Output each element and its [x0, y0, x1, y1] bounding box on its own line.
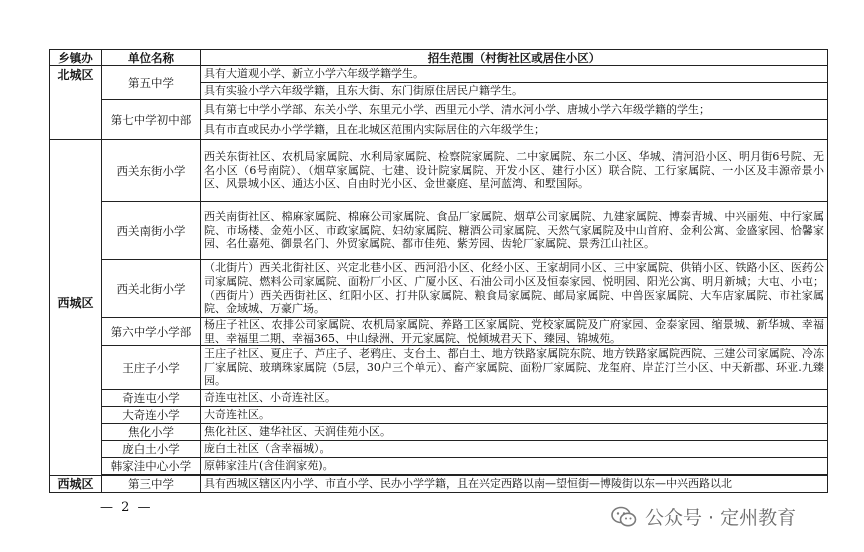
table-row	[50, 260, 828, 318]
scope-text: （北街片）西关北街社区、兴定北巷小区、西河沿小区、化经小区、王家胡同小区、三中家属院、供销小区、铁路小区、医药公司家属院、燃料公司家属院、面粉厂小区、广厦小区、石油公司小区及恒泰家园、悦明园、阳光公寓、明月新城；大屯、小屯；（西街片）西关西街社区、红阳小区、打井队家属院、粮食局家属院、邮局家属院、中兽医家属院、大车店家属院、市社家属院、金域城、万豪广场。	[201, 260, 828, 318]
page-number: — 2 —	[100, 500, 153, 515]
scope-text: 奇连屯社区、小奇连社区。	[201, 390, 828, 407]
table-row	[50, 346, 828, 390]
scope-text: 庞白土社区（含幸福城）。	[201, 441, 828, 458]
table-row	[50, 441, 828, 458]
unit-name: 大奇连小学	[102, 407, 201, 424]
header-scope: 招生范围（村街社区或居住小区）	[201, 50, 828, 66]
unit-name: 第三中学	[102, 476, 201, 493]
header-district: 乡镇办	[50, 50, 102, 66]
wechat-watermark	[611, 503, 796, 530]
scope-text: 具有西城区辖区内小学、市直小学、民办小学学籍，且在兴定西路以南—望恒街—博陵街以东—中兴西路以北	[201, 476, 828, 493]
scope-text: 焦化社区、建华社区、天润佳苑小区。	[201, 424, 828, 441]
table-row	[50, 424, 828, 441]
unit-name: 第五中学	[102, 66, 201, 100]
enrollment-table-container	[49, 49, 827, 493]
table-row	[50, 476, 828, 493]
table-header-row	[50, 50, 828, 66]
district-xicheng-continued: 西城区	[50, 476, 102, 493]
scope-text: 具有实验小学六年级学籍，且东大街、东门街原住居民户籍学生。	[201, 83, 828, 100]
unit-name: 焦化小学	[102, 424, 201, 441]
district-xicheng: 西城区	[50, 140, 102, 476]
scope-text: 具有第七中学小学部、东关小学、东里元小学、西里元小学、清水河小学、唐城小学六年级学籍的学生；	[201, 100, 828, 120]
unit-name: 王庄子小学	[102, 346, 201, 390]
unit-name: 西关南街小学	[102, 202, 201, 260]
header-unit: 单位名称	[102, 50, 201, 66]
unit-name: 第七中学初中部	[102, 100, 201, 140]
wechat-icon	[611, 506, 637, 528]
table-row	[50, 407, 828, 424]
unit-name: 西关北街小学	[102, 260, 201, 318]
scope-text: 杨庄子社区、农排公司家属院、农机局家属院、养路工区家属院、党校家属院及广府家园、金泰家园、缩景城、新华城、幸福里、幸福里二期、幸福365、中山绿洲、开元家属院、悦倾城君天下、臻园、锦城苑。	[201, 318, 828, 346]
scope-text: 王庄子社区、夏庄子、芦庄子、老鸦庄、支台土、都白土、地方铁路家属院东院、地方铁路家属院西院、三建公司家属院、冷冻厂家属院、玻璃珠家属院（5层，30户三个单元）、畜产家属院、面粉厂家属院、龙玺府、岸芷汀兰小区、中天新郡、环亚.九臻园。	[201, 346, 828, 390]
enrollment-table	[49, 49, 828, 493]
scope-text: 具有市直或民办小学学籍，且在北城区范围内实际居住的六年级学生；	[201, 120, 828, 140]
table-row	[50, 66, 828, 83]
scope-text: 具有大道观小学、新立小学六年级学籍学生。	[201, 66, 828, 83]
table-row	[50, 318, 828, 346]
unit-name: 第六中学小学部	[102, 318, 201, 346]
scope-text: 西关东街社区、农机局家属院、水利局家属院、检察院家属院、二中家属院、东二小区、华城、清河沿小区、明月街6号院、无名小区（6号南院）、（烟草家属院、七建、设计院家属院、开发小区、建行小区）联合院、工行家属院、一小区及丰源帝景小区、风景城小区、通达小区、自由时光小区、金世豪庭、星河蓝湾、和墅国际。	[201, 140, 828, 202]
table-row	[50, 140, 828, 202]
district-beicheng: 北城区	[50, 66, 102, 140]
scope-text: 大奇连社区。	[201, 407, 828, 424]
scope-text: 原韩家洼片(含佳润家苑)。	[201, 458, 828, 475]
table-row	[50, 458, 828, 475]
unit-name: 庞白土小学	[102, 441, 201, 458]
table-row	[50, 390, 828, 407]
unit-name: 奇连屯小学	[102, 390, 201, 407]
scope-text: 西关南街社区、棉麻家属院、棉麻公司家属院、食品厂家属院、烟草公司家属院、九建家属院、博泰青城、中兴丽苑、中行家属院、市场楼、金苑小区、市政家属院、妇幼家属院、糖酒公司家属院、天然气家属院及中山首府、金利公寓、金盛家园、恰馨家园、名仕嘉苑、御景名门、外贸家属院、都市佳苑、紫芳园、齿轮厂家属院、景秀江山社区。	[201, 202, 828, 260]
table-row	[50, 202, 828, 260]
watermark-text: 公众号 · 定州教育	[645, 507, 797, 529]
table-row	[50, 100, 828, 120]
unit-name: 韩家洼中心小学	[102, 458, 201, 475]
unit-name: 西关东街小学	[102, 140, 201, 202]
